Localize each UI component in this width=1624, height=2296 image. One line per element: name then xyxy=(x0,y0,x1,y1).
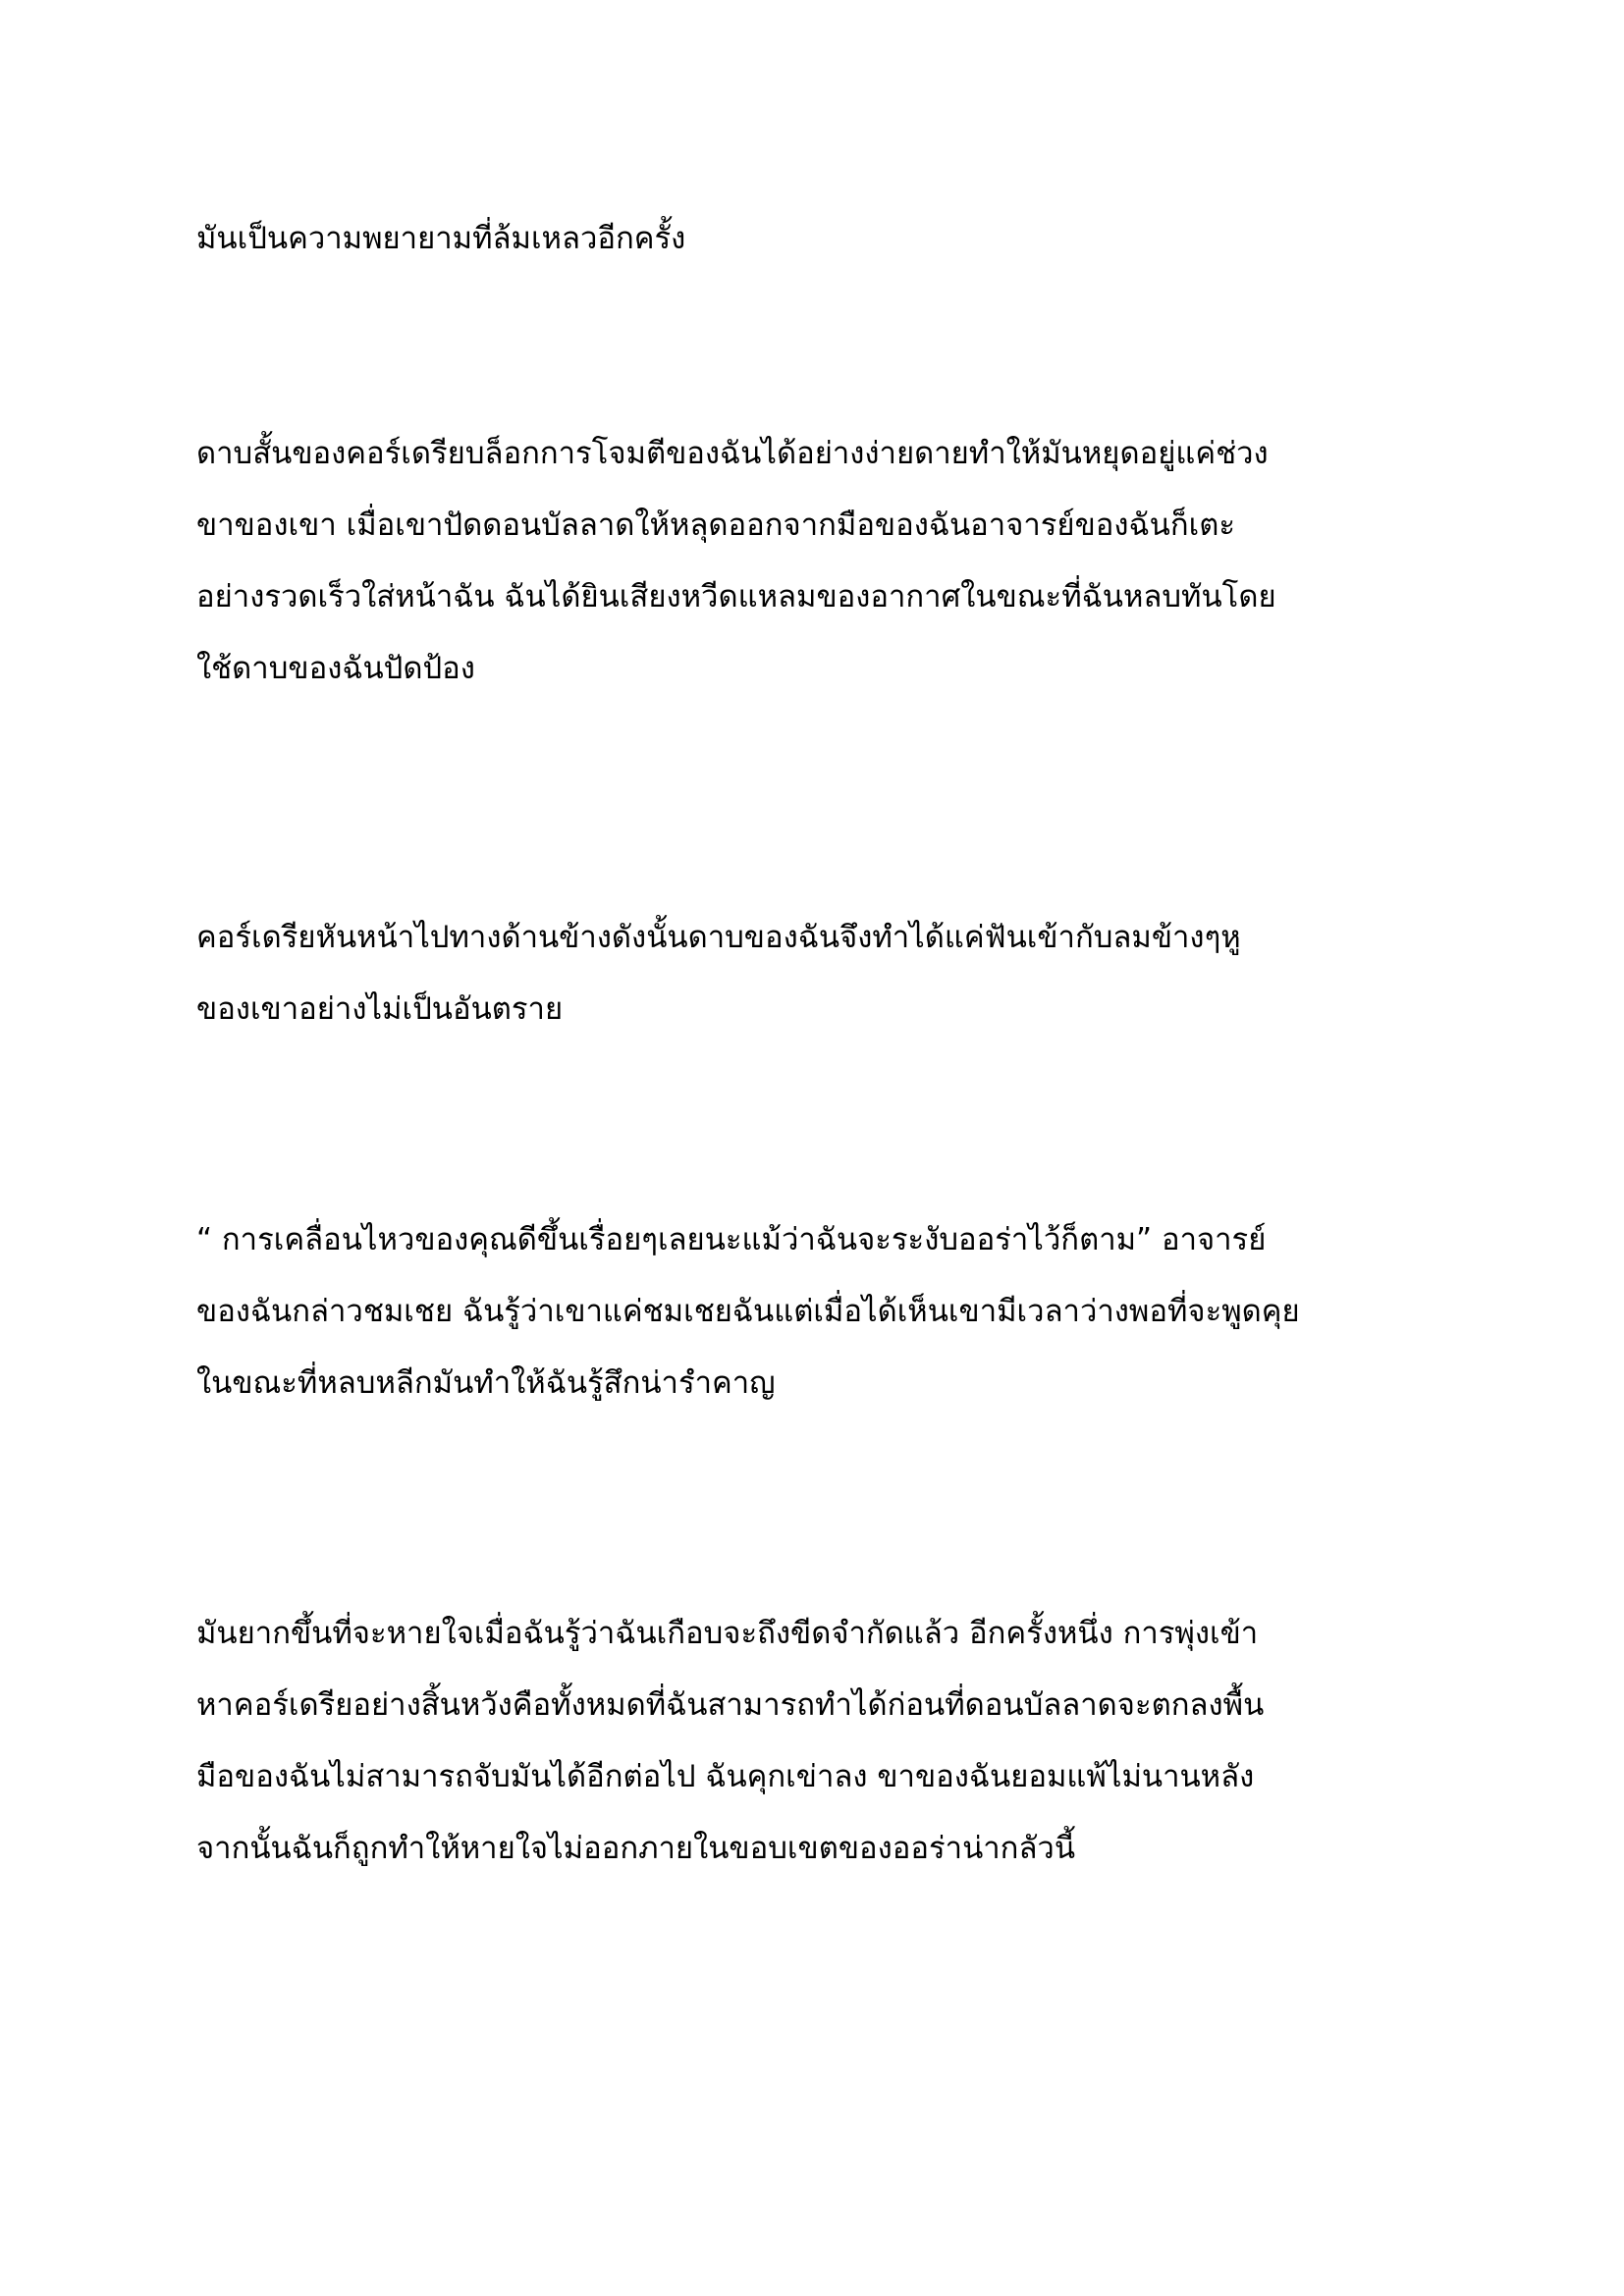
paragraph-line: หาคอร์เดรียอย่างสิ้นหวังคือทั้งหมดที่ฉันสามารถทำได้ก่อนที่ดอนบัลลาดจะตกลงพื้น xyxy=(196,1687,1265,1723)
paragraph-line: มันเป็นความพยายามที่ล้มเหลวอีกครั้ง xyxy=(196,221,686,256)
paragraph-line: “ การเคลื่อนไหวของคุณดีขึ้นเรื่อยๆเลยนะแม้ว่าฉันจะระงับออร่าไว้ก็ตาม” อาจารย์ xyxy=(196,1222,1267,1257)
paragraph-line: ขาของเขา เมื่อเขาปัดดอนบัลลาดให้หลุดออกจากมือของฉันอาจารย์ของฉันก็เตะ xyxy=(196,507,1235,543)
paragraph-line: คอร์เดรียหันหน้าไปทางด้านข้างดังนั้นดาบของฉันจึงทำได้แค่ฟันเข้ากับลมข้างๆหู xyxy=(196,920,1241,955)
paragraph-line: ของฉันกล่าวชมเชย ฉันรู้ว่าเขาแค่ชมเชยฉันแต่เมื่อได้เห็นเขามีเวลาว่างพอที่จะพูดคุย xyxy=(196,1294,1300,1329)
paragraph-line: จากนั้นฉันก็ถูกทำให้หายใจไม่ออกภายในขอบเขตของออร่าน่ากลัวนี้ xyxy=(196,1831,1076,1866)
paragraph-line: มือของฉันไม่สามารถจับมันได้อีกต่อไป ฉันคุกเข่าลง ขาของฉันยอมแพ้ไม่นานหลัง xyxy=(196,1759,1255,1794)
paragraph-line: ในขณะที่หลบหลีกมันทำให้ฉันรู้สึกน่ารำคาญ xyxy=(196,1365,776,1401)
paragraph-line: มันยากขึ้นที่จะหายใจเมื่อฉันรู้ว่าฉันเกือบจะถึงขีดจำกัดแล้ว อีกครั้งหนึ่ง การพุ่งเข้า xyxy=(196,1616,1259,1651)
paragraph-1 xyxy=(196,203,1473,275)
paragraph-line: อย่างรวดเร็วใส่หน้าฉัน ฉันได้ยินเสียงหวีดแหลมของอากาศในขณะที่ฉันหลบทันโดย xyxy=(196,579,1276,614)
paragraph-4 xyxy=(196,1204,1473,1419)
paragraph-5 xyxy=(196,1598,1473,1885)
paragraph-line: ดาบสั้นของคอร์เดรียบล็อกการโจมตีของฉันได้อย่างง่ายดายทำให้มันหยุดอยู่แค่ช่วง xyxy=(196,436,1269,471)
paragraph-line: ใช้ดาบของฉันปัดป้อง xyxy=(196,651,475,686)
paragraph-3 xyxy=(196,902,1473,1045)
paragraph-line: ของเขาอย่างไม่เป็นอันตราย xyxy=(196,991,564,1027)
paragraph-2 xyxy=(196,418,1473,705)
